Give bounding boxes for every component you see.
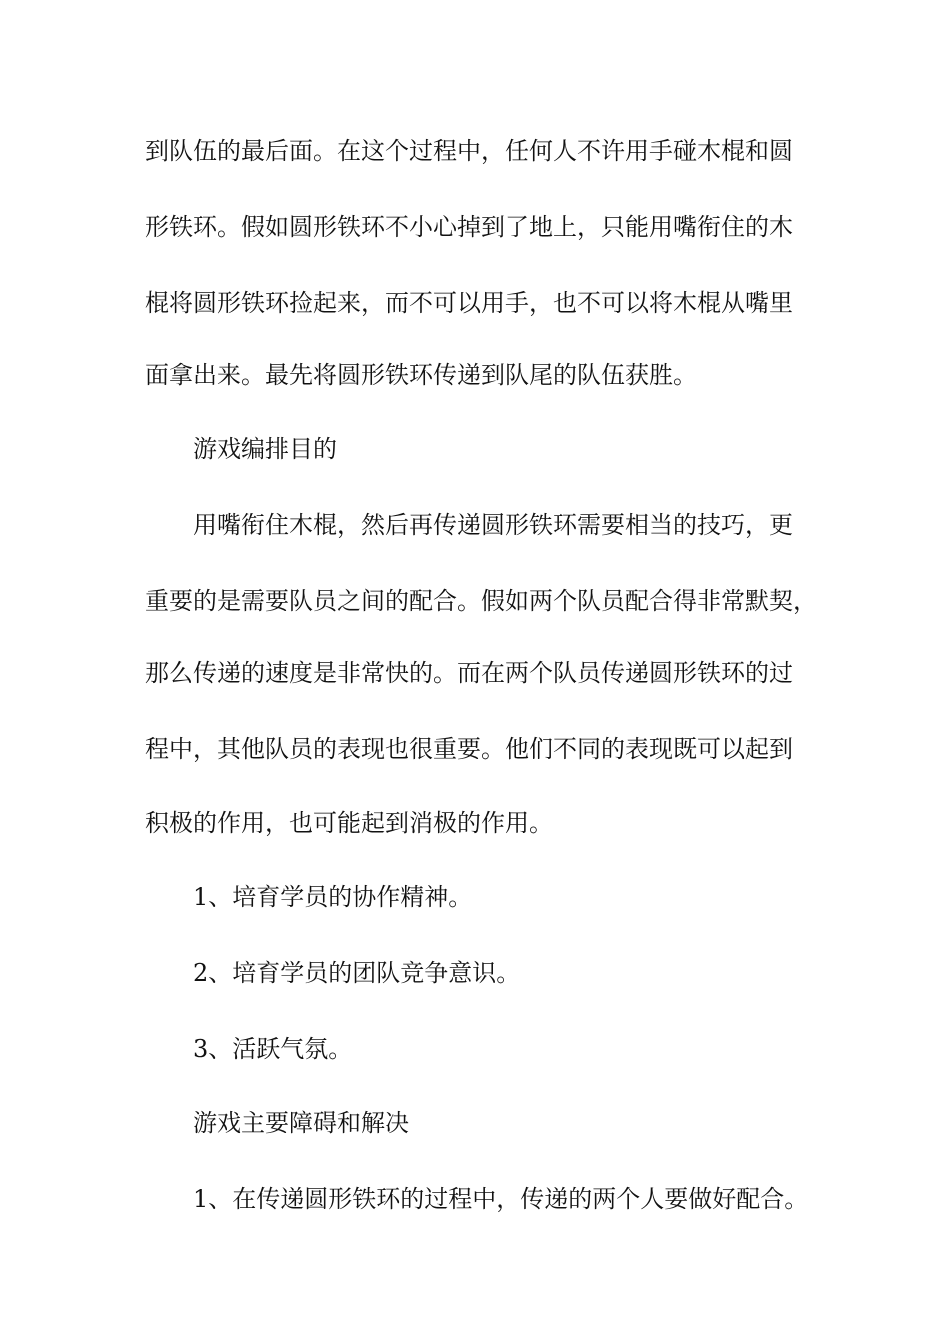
paragraph-line: 那么传递的速度是非常快的。而在两个队员传递圆形铁环的过 (145, 659, 793, 687)
list-item: 3、活跃气氛。 (193, 1035, 353, 1063)
section-heading: 游戏编排目的 (193, 435, 337, 463)
list-item: 1、培育学员的协作精神。 (193, 883, 473, 911)
list-item: 2、培育学员的团队竞争意识。 (193, 959, 521, 987)
paragraph-line: 程中，其他队员的表现也很重要。他们不同的表现既可以起到 (145, 735, 793, 763)
section-heading: 游戏主要障碍和解决 (193, 1109, 409, 1137)
paragraph-line: 用嘴衔住木棍，然后再传递圆形铁环需要相当的技巧，更 (193, 511, 793, 539)
paragraph-line: 重要的是需要队员之间的配合。假如两个队员配合得非常默契， (145, 587, 817, 615)
list-item: 1、在传递圆形铁环的过程中，传递的两个人要做好配合。 (193, 1185, 809, 1213)
paragraph-line: 到队伍的最后面。在这个过程中，任何人不许用手碰木棍和圆 (145, 137, 793, 165)
paragraph-line: 积极的作用，也可能起到消极的作用。 (145, 809, 553, 837)
paragraph-line: 形铁环。假如圆形铁环不小心掉到了地上，只能用嘴衔住的木 (145, 213, 793, 241)
paragraph-line: 面拿出来。最先将圆形铁环传递到队尾的队伍获胜。 (145, 361, 697, 389)
paragraph-line: 棍将圆形铁环捡起来，而不可以用手，也不可以将木棍从嘴里 (145, 289, 793, 317)
